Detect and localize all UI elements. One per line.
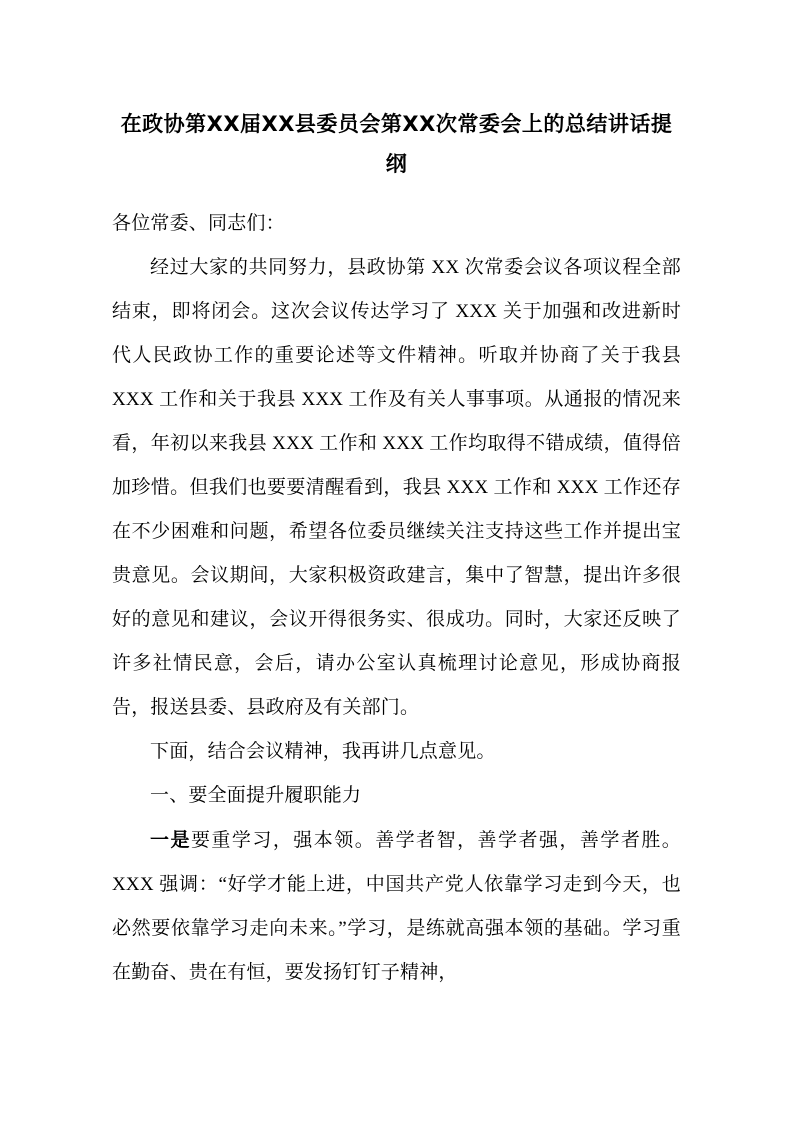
section-heading-1: 一、要全面提升履职能力: [150, 785, 362, 806]
body-paragraph-2: 下面，结合会议精神，我再讲几点意见。: [150, 741, 496, 762]
body-paragraph-1: 经过大家的共同努力，县政协第 XX 次常委会议各项议程全部结束，即将闭会。这次会议传达学习了 XXX 关于加强和改进新时代人民政协工作的重要论述等文件精神。听取并协商了关于我县 XXX 工作和关于我县 XXX 工作及有关人事事项。从通报的情况来看，年初以来我县 XXX 工作和 XXX 工作均取得不错成绩，值得倍加珍惜。但我们也要要清醒看到，我县 XXX 工作和 XXX 工作还存在不少困难和问题，希望各位委员继续关注支持这些工作并提出宝贵意见。会议期间，大家积极资政建言，集中了智慧，提出许多很好的意见和建议，会议开得很务实、很成功。同时，大家还反映了许多社情民意，会后，请办公室认真梳理讨论意见，形成协商报告，报送县委、县政府及有关部门。: [112, 257, 681, 718]
body-paragraph-4: [112, 818, 681, 995]
paragraph-lead-label: 一是: [150, 829, 191, 851]
salutation-line: 各位常委、同志们：: [112, 213, 285, 234]
page-title: 在政协第XX届XX县委员会第XX次常委会上的总结讲话提纲: [120, 112, 673, 176]
paragraph-body-text: 要重学习，强本领。善学者智，善学者强，善学者胜。XXX 强调：“好学才能上进，中国共产党人依靠学习走到今天，也必然要依靠学习走向未来。”学习，是练就高强本领的基础。学习重在勤奋、贵在有恒，要发扬钉钉子精神，: [112, 830, 681, 983]
